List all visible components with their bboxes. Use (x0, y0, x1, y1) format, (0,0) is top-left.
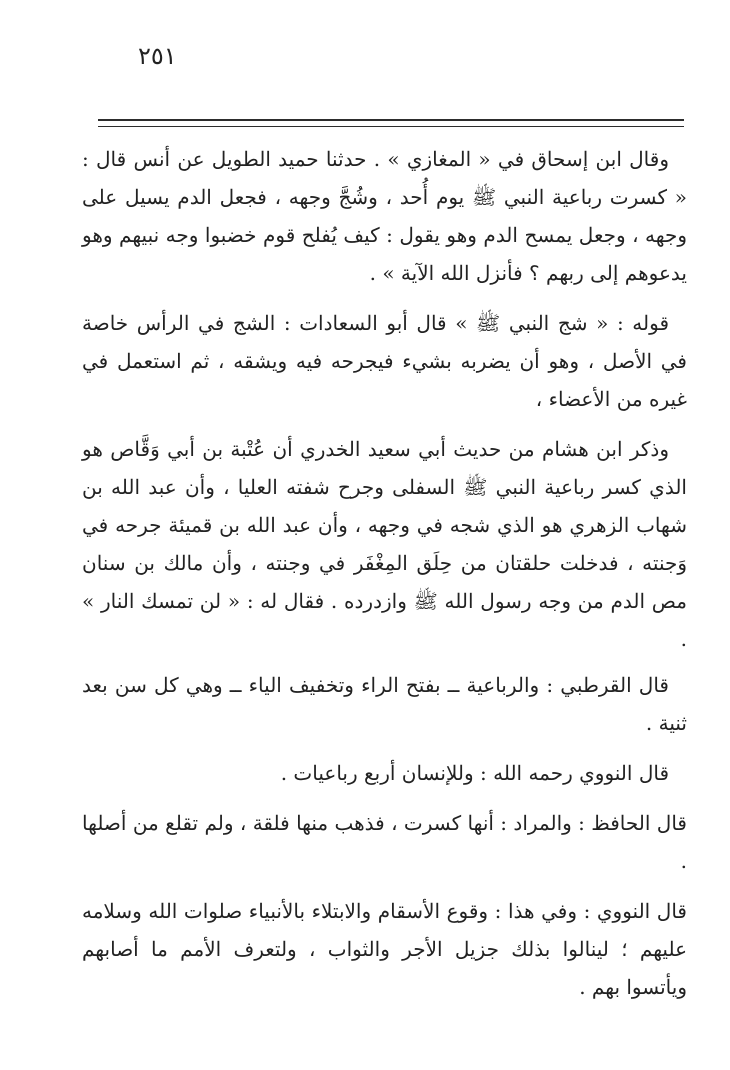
page-body (82, 140, 687, 1018)
header-rule-thin (98, 126, 684, 127)
paragraph-nawawi-ribaiyat: قال النووي رحمه الله : وللإنسان أربع رباعيات . (280, 761, 669, 785)
paragraph-ibn-ishaq: وقال ابن إسحاق في « المغازي » . حدثنا حميد الطويل عن أنس قال : « كسرت رباعية النبي ﷺ يوم أُحد ، وشُجَّ وجهه ، فجعل الدم يسيل على وجهه ، وجعل يمسح الدم وهو يقول : كيف يُفلح قوم خضبوا وجه نبيهم وهو يدعوهم إلى ربهم ؟ فأنزل الله الآية » . (82, 147, 687, 285)
header-rule-thick (98, 119, 684, 121)
paragraph-ibn-hisham: وذكر ابن هشام من حديث أبي سعيد الخدري أن عُتْبة بن أبي وَقَّاص هو الذي كسر رباعية النبي ﷺ السفلى وجرح شفته العليا ، وأن عبد الله بن شهاب الزهري هو الذي شجه في وجهه ، وأن عبد الله بن قميئة جرحه في وَجنته ، فدخلت حلقتان من حِلَق المِغْفَر في وجنته ، وأن مالك بن سنان مص الدم من وجه رسول الله ﷺ وازدرده . فقال له : « لن تمسك النار » . (82, 437, 687, 651)
paragraph-nawawi-lesson: قال النووي : وفي هذا : وقوع الأسقام والابتلاء بالأنبياء صلوات الله وسلامه عليهم ؛ لينالوا بذلك جزيل الأجر والثواب ، ولتعرف الأمم ما أصابهم ويأتسوا بهم . (82, 899, 687, 999)
paragraph-hafiz: قال الحافظ : والمراد : أنها كسرت ، فذهب منها فلقة ، ولم تقلع من أصلها . (82, 811, 687, 873)
paragraph-qurtubi: قال القرطبي : والرباعية ــ بفتح الراء وتخفيف الياء ــ وهي كل سن بعد ثنية . (82, 673, 687, 735)
paragraph-shajj-definition: قوله : « شج النبي ﷺ » قال أبو السعادات : الشج في الرأس خاصة في الأصل ، وهو أن يضربه بشيء فيجرحه فيه ويشقه ، ثم استعمل في غيره من الأعضاء ، (82, 311, 687, 411)
page-number: ٢٥١ (138, 42, 177, 70)
